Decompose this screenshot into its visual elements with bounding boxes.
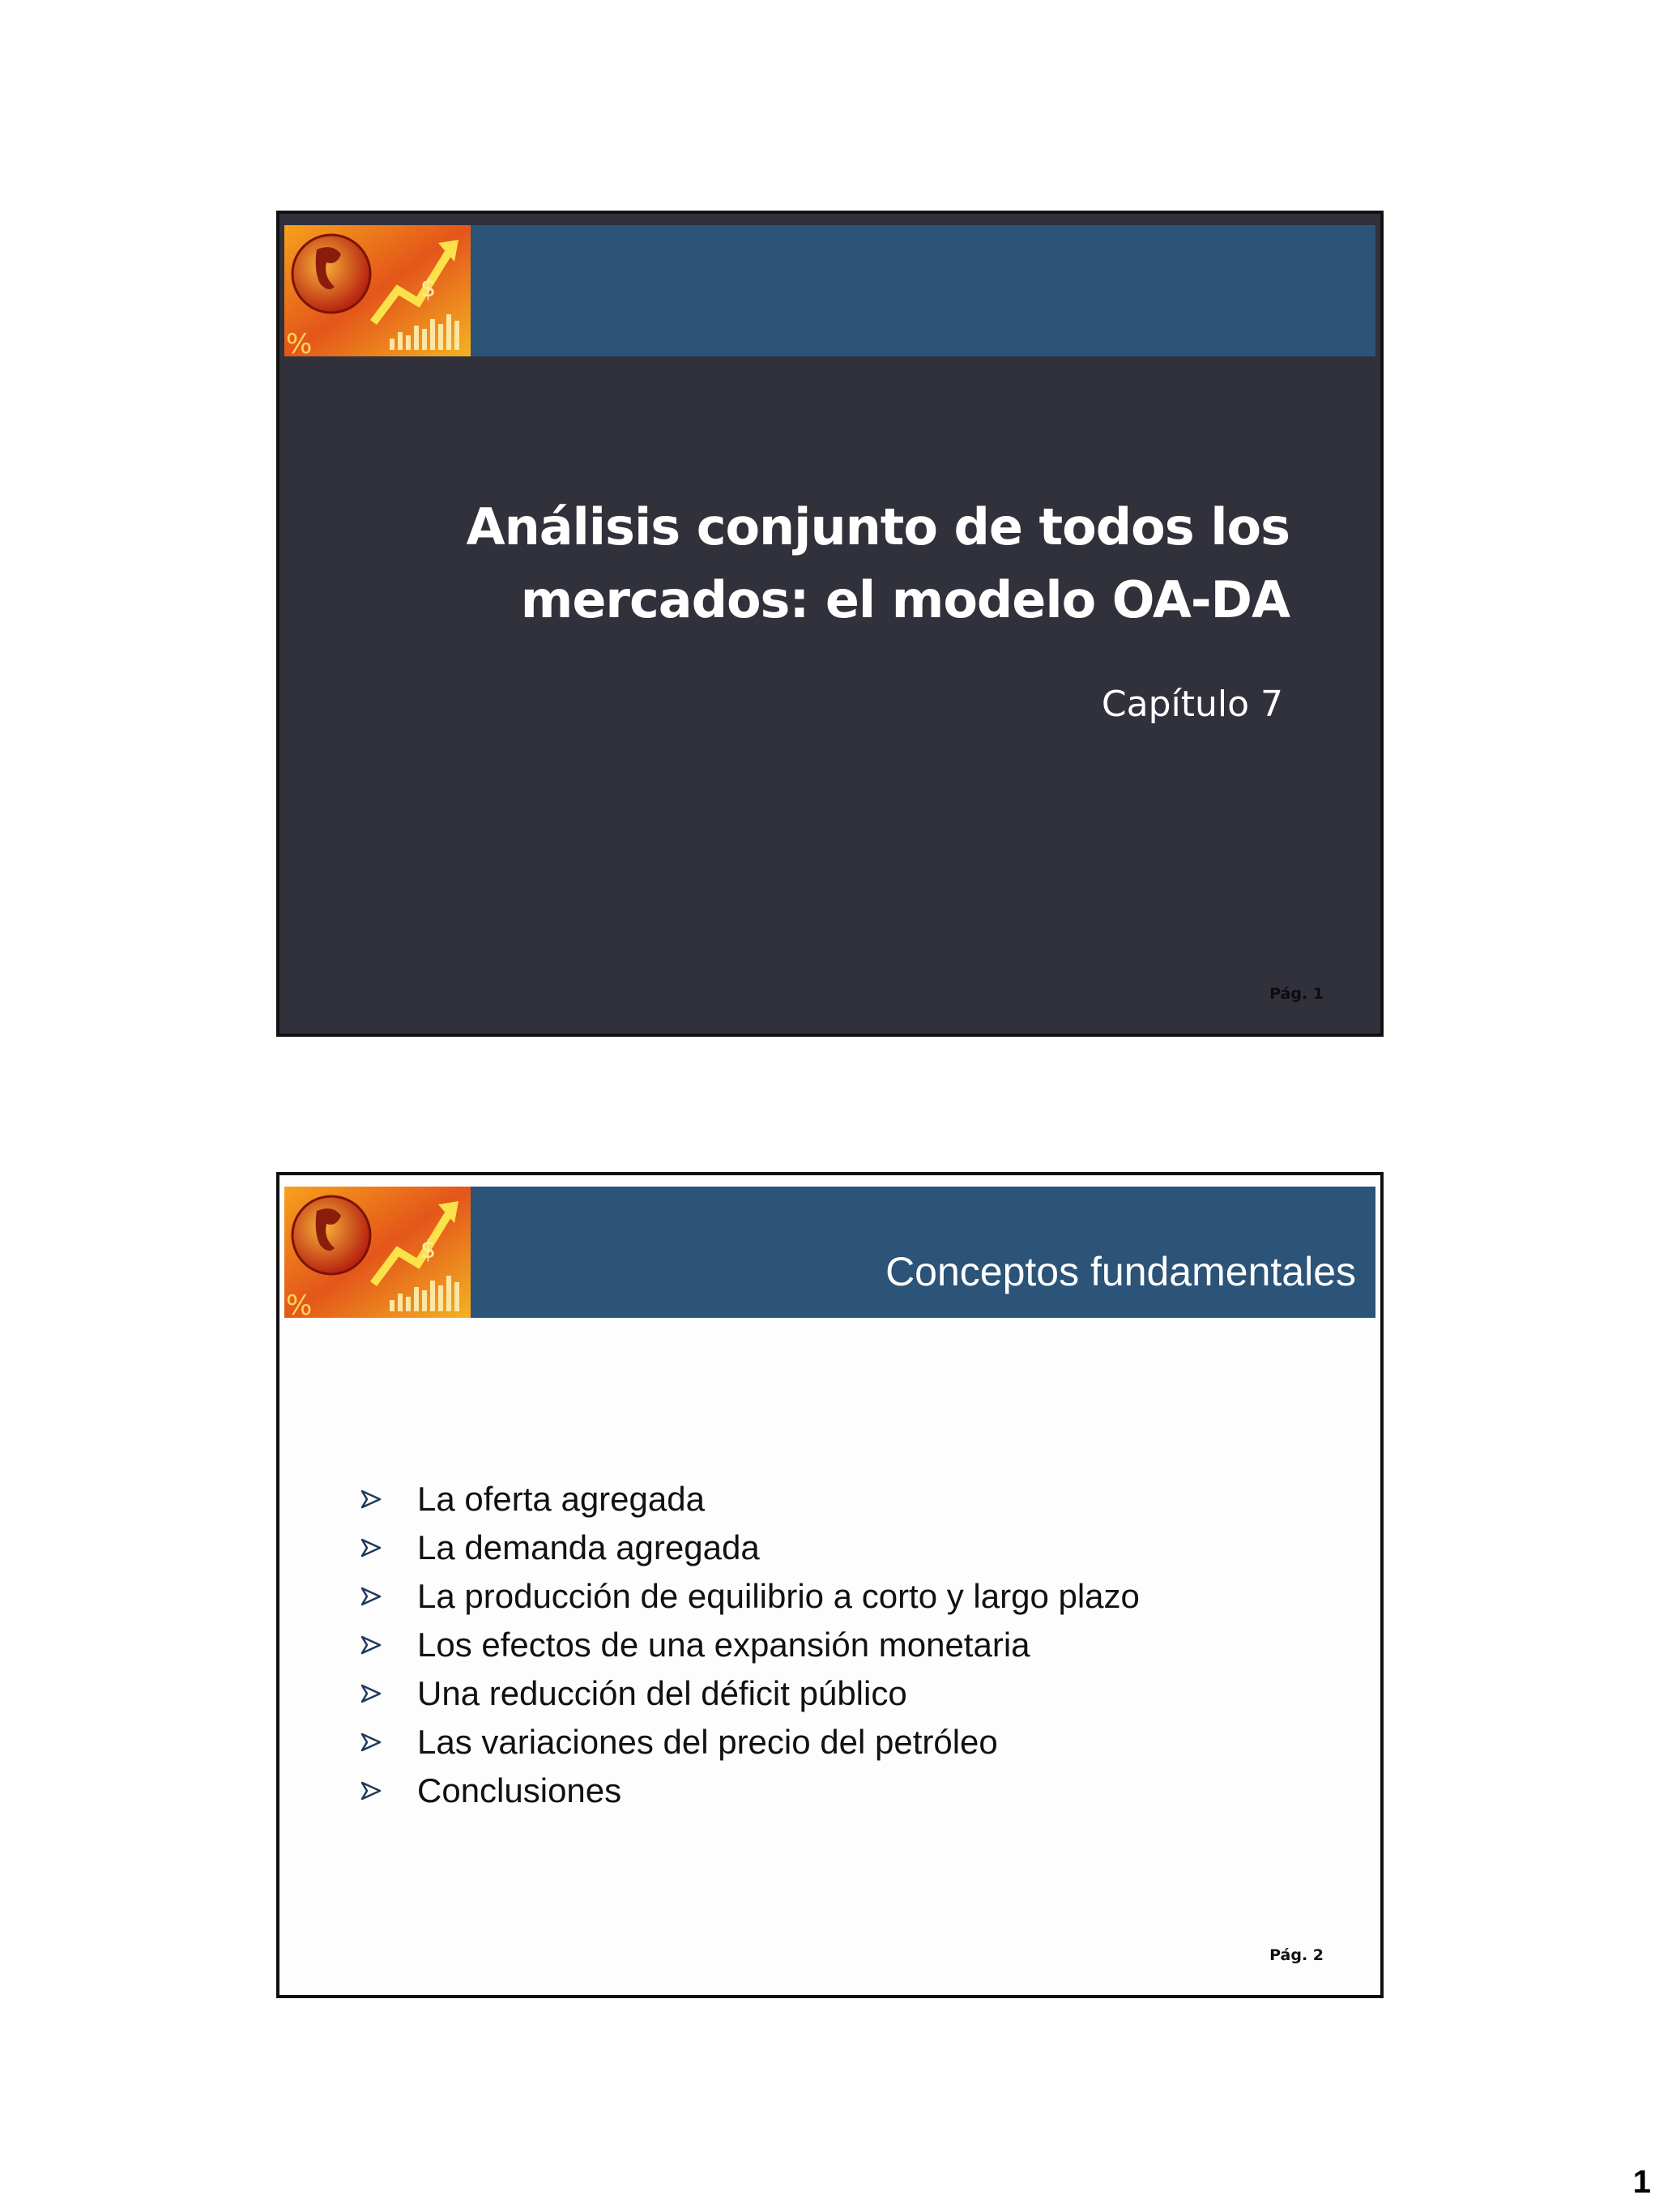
page-number: Pág. 2 [1269,1946,1324,1964]
document-page-number: 1 [1632,2164,1651,2200]
list-item [360,1572,1140,1621]
list-item-label: Los efectos de una expansión monetaria [417,1626,1030,1664]
list-item-label: Las variaciones del precio del petróleo [417,1723,998,1761]
slide-title-line-1: Análisis conjunto de todos los [466,497,1290,556]
arrowhead-bullet-icon [360,1586,417,1607]
list-item-label: Conclusiones [417,1771,622,1809]
list-item-label: La demanda agregada [417,1528,760,1566]
list-item-label: La producción de equilibrio a corto y largo plazo [417,1577,1140,1615]
page-number: Pág. 1 [1269,985,1324,1003]
arrowhead-bullet-icon [360,1732,417,1753]
svg-text:%: % [286,1289,313,1318]
globe-chart-logo-icon [284,1187,471,1318]
list-item [360,1718,1140,1767]
chapter-subtitle: Capítulo 7 [1101,684,1283,725]
list-item [360,1621,1140,1669]
svg-text:$: $ [420,275,437,303]
arrowhead-bullet-icon [360,1537,417,1558]
slide-title-line-2: mercados: el modelo OA-DA [520,570,1290,629]
slide-title: Conceptos fundamentales [885,1249,1356,1294]
slide-1 [276,211,1384,1037]
globe-chart-logo-icon [284,225,471,356]
arrowhead-bullet-icon [360,1634,417,1656]
slide-2 [276,1172,1384,1998]
arrowhead-bullet-icon [360,1489,417,1510]
list-item [360,1524,1140,1572]
list-item-label: Una reducción del déficit público [417,1674,907,1712]
list-item [360,1767,1140,1815]
arrowhead-bullet-icon [360,1683,417,1704]
list-item [360,1669,1140,1718]
list-item-label: La oferta agregada [417,1480,705,1518]
slide-title [467,491,1290,637]
arrowhead-bullet-icon [360,1780,417,1801]
concept-list [360,1475,1140,1815]
svg-text:$: $ [420,1236,437,1264]
list-item [360,1475,1140,1524]
svg-text:%: % [286,328,313,356]
